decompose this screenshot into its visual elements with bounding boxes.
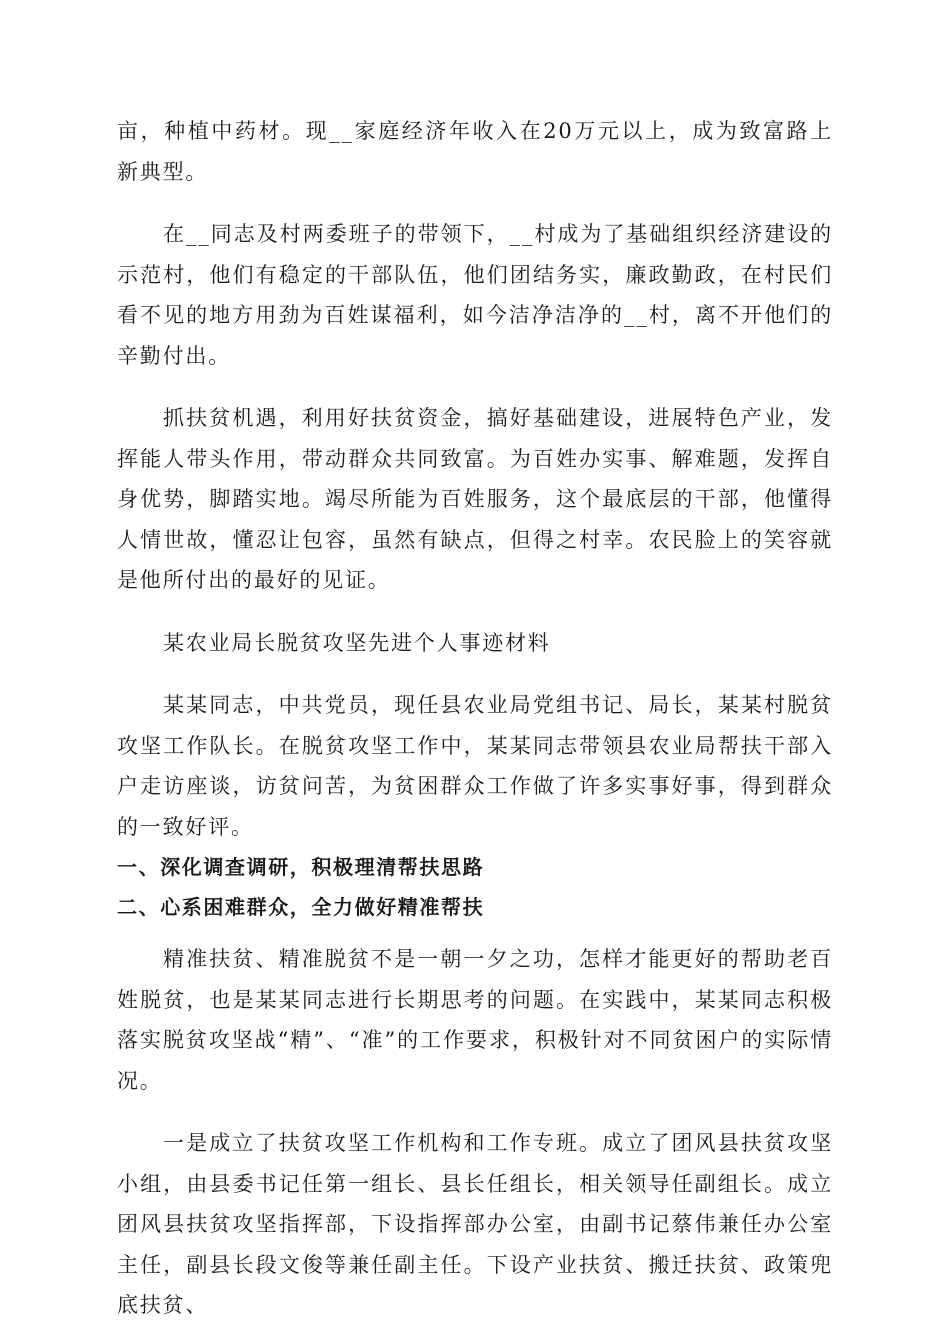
paragraph-introduction: 某某同志，中共党员，现任县农业局党组书记、局长，某某村脱贫攻坚工作队长。在脱贫攻坚工作中，某某同志带领县农业局帮扶干部入户走访座谈，访贫问苦，为贫困群众工作做了许多实事好事，得到群众的一致好评。	[117, 693, 833, 839]
paragraph-model-village: 在__同志及村两委班子的带领下，__村成为了基础组织经济建设的示范村，他们有稳定的干部队伍，他们团结务实，廉政勤政，在村民们看不见的地方用劲为百姓谋福利，如今洁净洁净的__村，离不开他们的辛勤付出。	[117, 222, 833, 368]
paragraph-precision-poverty: 精准扶贫、精准脱贫不是一朝一夕之功，怎样才能更好的帮助老百姓脱贫，也是某某同志进行长期思考的问题。在实践中，某某同志积极落实脱贫攻坚战“精”、“准”的工作要求，积极针对不同贫困户的实际情况。	[117, 947, 833, 1093]
section-title: 某农业局长脱贫攻坚先进个人事迹材料	[163, 630, 551, 655]
heading-one: 一、深化调查调研，积极理清帮扶思路	[117, 855, 485, 879]
document-page	[117, 111, 833, 1326]
heading-two: 二、心系困难群众，全力做好精准帮扶	[117, 895, 485, 919]
paragraph-poverty-opportunity: 抓扶贫机遇，利用好扶贫资金，搞好基础建设，进展特色产业，发挥能人带头作用，带动群众共同致富。为百姓办实事、解难题，发挥自身优势，脚踏实地。竭尽所能为百姓服务，这个最底层的干部，他懂得人情世故，懂忍让包容，虽然有缺点，但得之村幸。农民脸上的笑容就是他所付出的最好的见证。	[117, 406, 833, 592]
paragraph-continuation: 亩，种植中药材。现__家庭经济年收入在20万元以上，成为致富路上新典型。	[117, 119, 833, 184]
paragraph-working-body: 一是成立了扶贫攻坚工作机构和工作专班。成立了团风县扶贫攻坚小组，由县委书记任第一组长、县长任组长，相关领导任副组长。成立团风县扶贫攻坚指挥部，下设指挥部办公室，由副书记蔡伟兼任办公室主任，副县长段文俊等兼任副主任。下设产业扶贫、搬迁扶贫、政策兜底扶贫、	[117, 1131, 833, 1317]
